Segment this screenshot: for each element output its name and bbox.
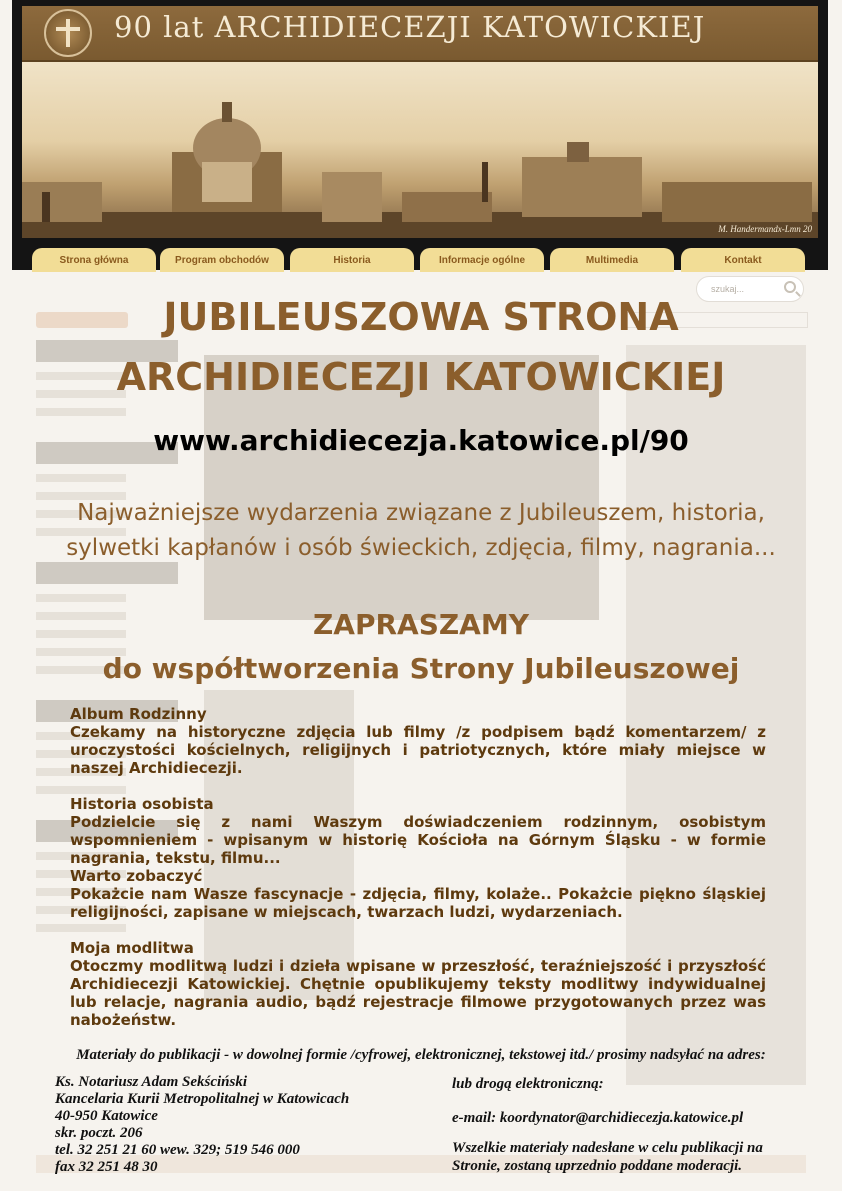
address-line: fax 32 251 48 30 bbox=[55, 1159, 158, 1175]
address-line: skr. poczt. 206 bbox=[55, 1125, 143, 1141]
tab-general-info[interactable]: Informacje ogólne bbox=[420, 248, 544, 272]
tab-program[interactable]: Program obchodów bbox=[160, 248, 284, 272]
image-credit: M. Handermandx-Lmn 20 bbox=[718, 224, 812, 234]
tab-contact[interactable]: Kontakt bbox=[681, 248, 805, 272]
postal-address bbox=[55, 1074, 415, 1176]
intro-text bbox=[20, 496, 822, 566]
section-title: Warto zobaczyć bbox=[70, 867, 203, 885]
intro-line-2: sylwetki kapłanów i osób świeckich, zdjęcia, filmy, nagrania... bbox=[66, 535, 776, 561]
section-title: Album Rodzinny bbox=[70, 705, 207, 723]
panorama-drawing bbox=[22, 62, 818, 238]
emblem-logo bbox=[44, 9, 92, 57]
section-my-prayer bbox=[70, 939, 766, 1029]
address-line: tel. 32 251 21 60 wew. 329; 519 546 000 bbox=[55, 1142, 300, 1158]
tab-multimedia[interactable]: Multimedia bbox=[550, 248, 674, 272]
intro-line-1: Najważniejsze wydarzenia związane z Jubileuszem, historia, bbox=[77, 500, 765, 526]
submission-note: Materiały do publikacji - w dowolnej formie /cyfrowej, elektronicznej, tekstowej itd./ prosimy nadsyłać na adres: bbox=[76, 1047, 766, 1063]
address-line: 40-950 Katowice bbox=[55, 1108, 158, 1124]
tab-home[interactable]: Strona główna bbox=[32, 248, 156, 272]
address-line: Ks. Notariusz Adam Sekściński bbox=[55, 1074, 247, 1090]
email-line: e-mail: koordynator@archidiecezja.katowice.pl bbox=[452, 1110, 744, 1126]
headline-line-2: ARCHIDIECEZJI KATOWICKIEJ bbox=[116, 355, 726, 399]
section-body: Podzielcie się z nami Waszym doświadczeniem rodzinnym, osobistym wspomnieniem - wpisanym w historię Kościoła na Górnym Śląsku - w formie nagrania, tekstu, filmu... bbox=[70, 813, 766, 867]
section-personal-history bbox=[70, 795, 766, 867]
section-title: Moja modlitwa bbox=[70, 939, 194, 957]
headline-line-1: JUBILEUSZOWA STRONA bbox=[163, 295, 679, 339]
search-input[interactable]: szukaj... bbox=[696, 276, 804, 302]
address-line: Kancelaria Kurii Metropolitalnej w Katowicach bbox=[55, 1091, 350, 1107]
tab-history[interactable]: Historia bbox=[290, 248, 414, 272]
section-family-album bbox=[70, 705, 766, 777]
city-panorama-image bbox=[22, 62, 818, 238]
section-body: Otoczmy modlitwą ludzi i dzieła wpisane w przeszłość, teraźniejszość i przyszłość Archidiecezji Katowickiej. Chętnie opublikujemy teksty modlitwy indywidualnej lub relacje, nagrania audio, bądź rejestracje filmowe przygotowanych przez was nabożeństw. bbox=[70, 957, 766, 1029]
section-worth-seeing bbox=[70, 867, 766, 921]
invite-title: ZAPRASZAMY bbox=[312, 608, 529, 641]
section-body: Czekamy na historyczne zdjęcia lub filmy /z podpisem bądź komentarzem/ z uroczystości kościelnych, religijnych i patriotycznych, które miały miejsce w naszej Archidiecezji. bbox=[70, 723, 766, 777]
section-title: Historia osobista bbox=[70, 795, 214, 813]
electronic-label: lub drogą elektroniczną: bbox=[452, 1076, 604, 1092]
moderation-note: Wszelkie materiały nadesłane w celu publikacji na Stronie, zostaną uprzednio poddane moderacji. bbox=[452, 1140, 763, 1174]
site-title: 90 lat ARCHIDIECEZJI KATOWICKIEJ bbox=[114, 10, 706, 44]
electronic-contact bbox=[452, 1075, 812, 1175]
invite-subtitle: do współtworzenia Strony Jubileuszowej bbox=[102, 652, 740, 685]
section-body: Pokażcie nam Wasze fascynacje - zdjęcia, filmy, kolaże.. Pokażcie piękno śląskiej religijności, zapisane w miejscach, twarzach ludzi, wydarzeniach. bbox=[70, 885, 766, 921]
site-url: www.archidiecezja.katowice.pl/90 bbox=[153, 424, 689, 457]
